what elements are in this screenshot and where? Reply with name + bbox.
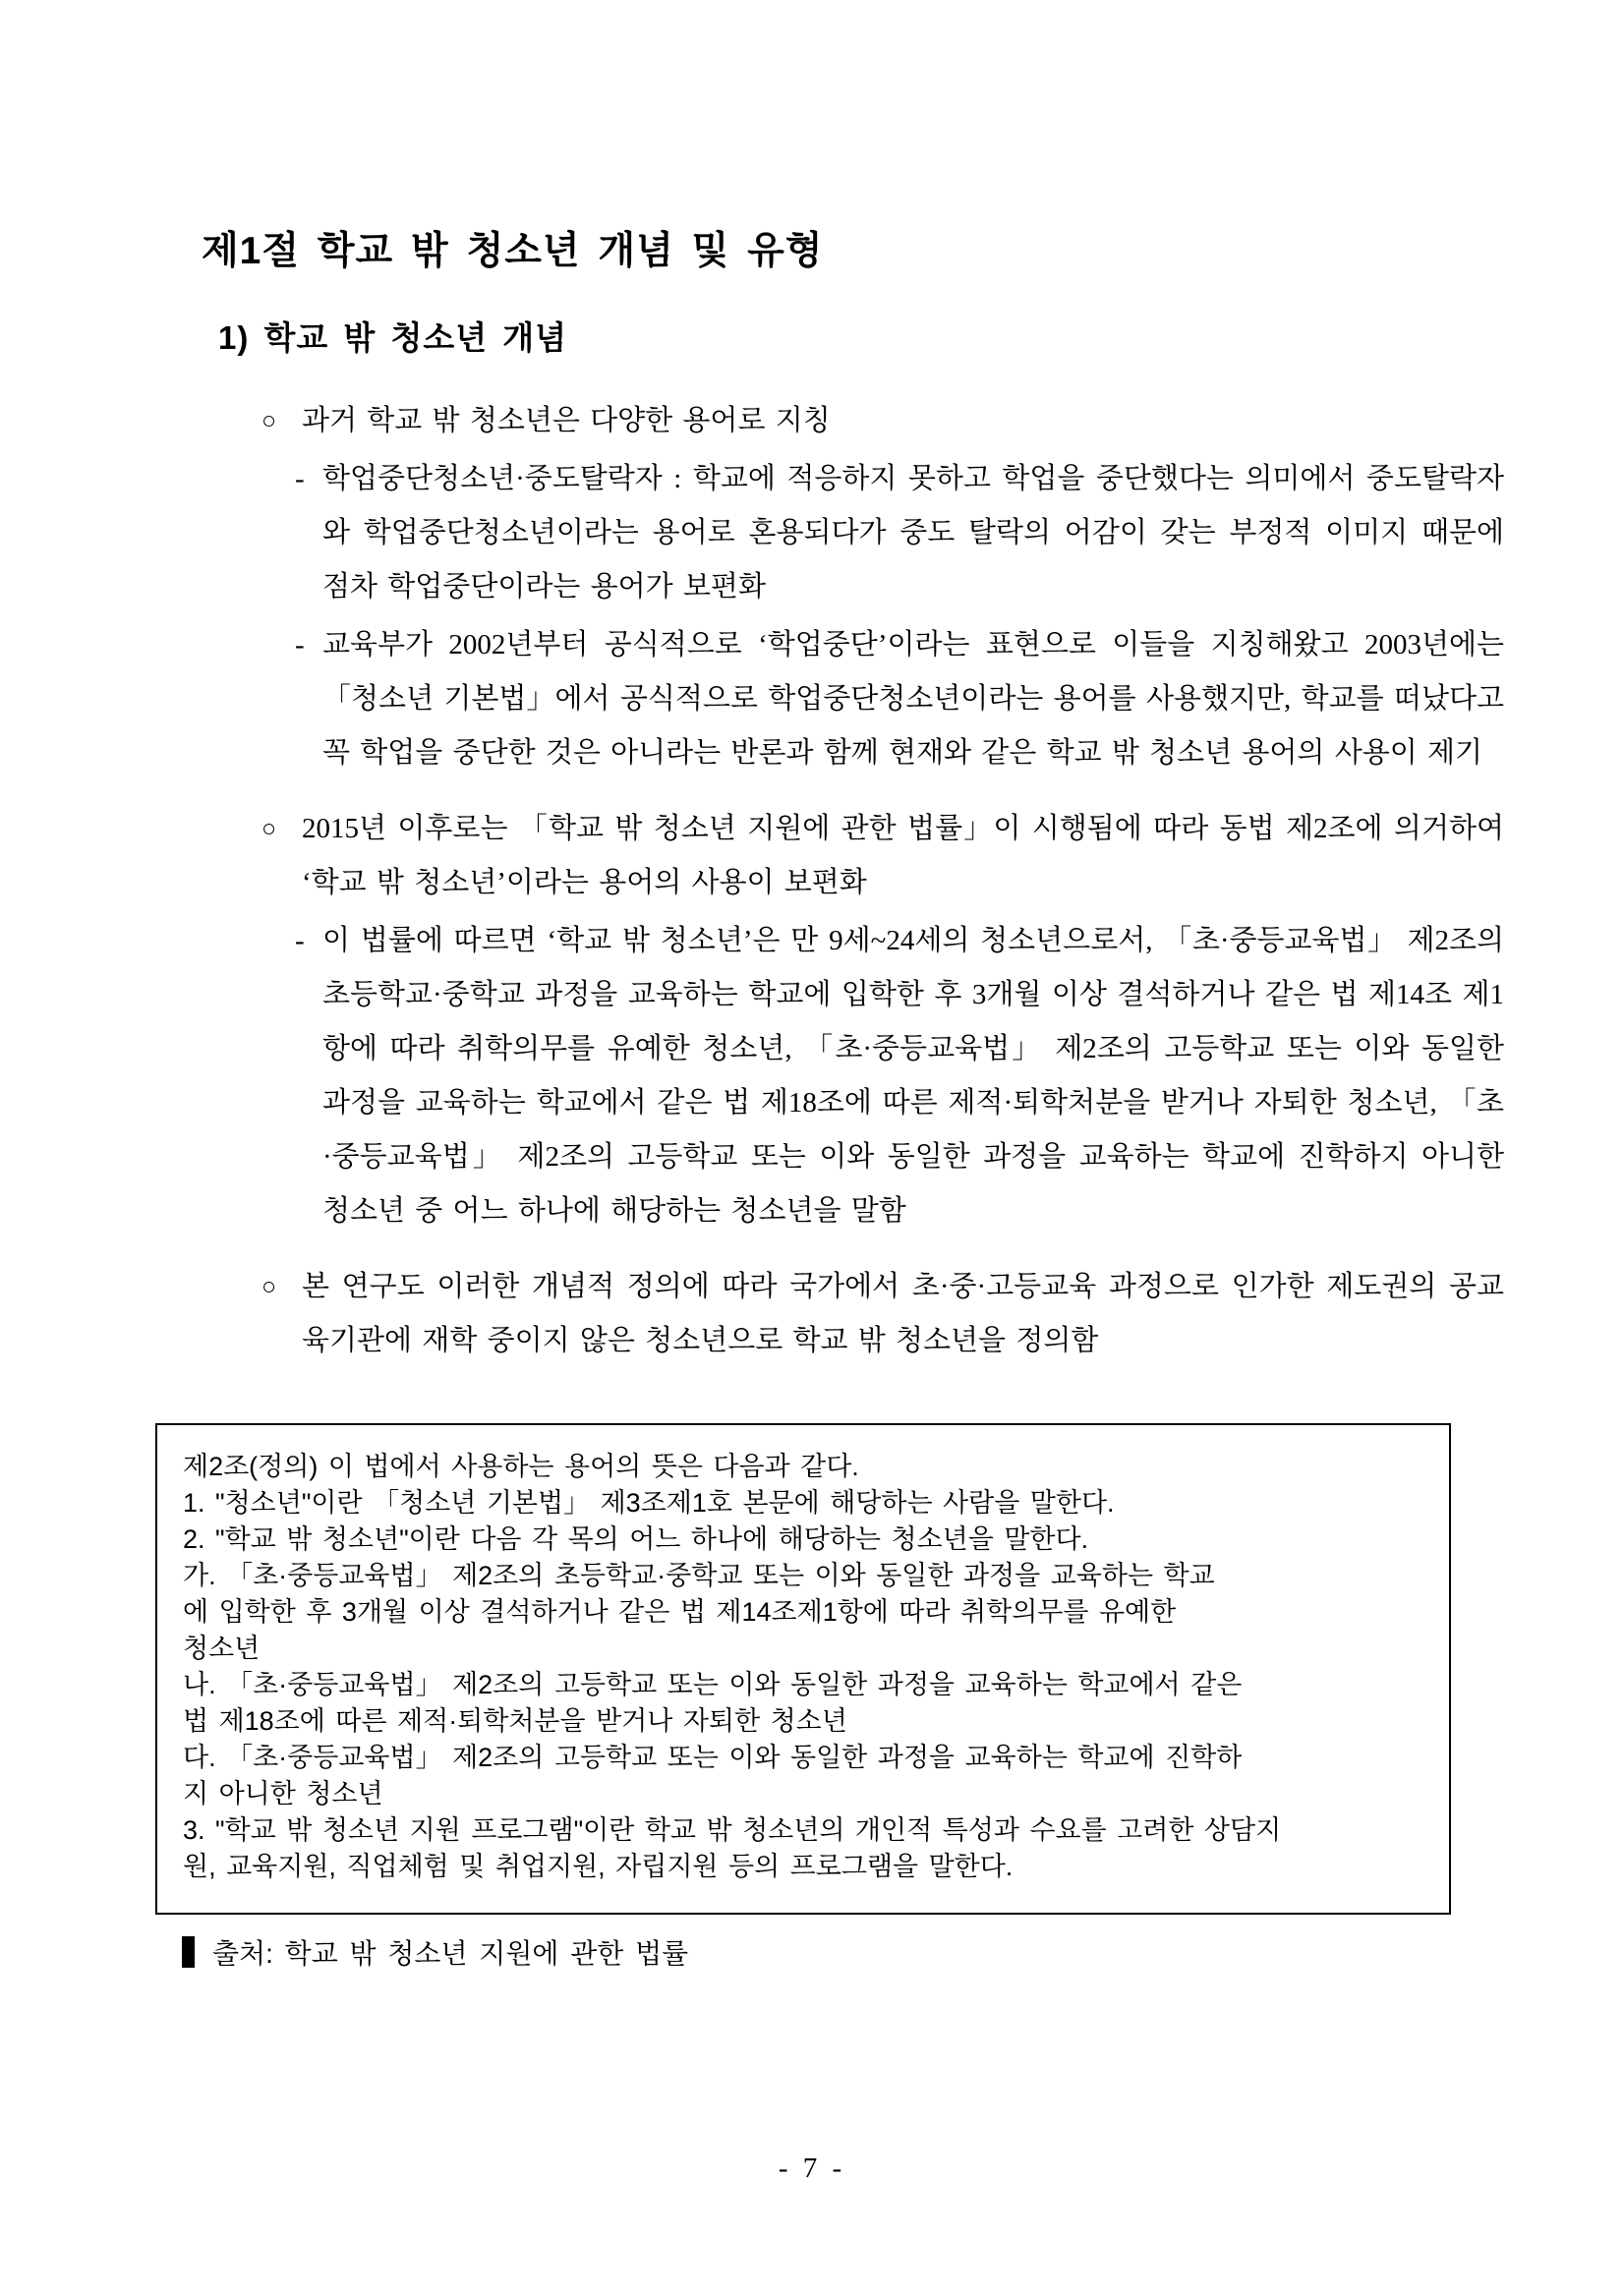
page-number: - 7 - — [778, 2152, 846, 2184]
sub-bullet-item — [295, 618, 1504, 780]
law-box-line: 다. 「초·중등교육법」 제2조의 고등학교 또는 이와 동일한 과정을 교육하는 학교에 진학하 — [183, 1743, 1243, 1773]
law-box-line: 지 아니한 청소년 — [183, 1779, 383, 1809]
dash-bullet-icon: - — [295, 629, 305, 661]
body-content — [0, 394, 1504, 1368]
sub-bullet-item — [295, 914, 1504, 1238]
bullet-item — [261, 1260, 1504, 1368]
source-note-text: 출처: 학교 밖 청소년 지원에 관한 법률 — [212, 1938, 689, 1970]
law-box-line: 나. 「초·중등교육법」 제2조의 고등학교 또는 이와 동일한 과정을 교육하는 학교에서 같은 — [183, 1670, 1243, 1700]
sub-bullet-text: 이 법률에 따르면 ‘학교 밖 청소년’은 만 9세~24세의 청소년으로서, 「초·중등교육법」 제2조의 초등학교·중학교 과정을 교육하는 학교에 입학한 후 3개월 이상 결석하거나 같은 법 제14조 제1항에 따라 취학의무를 유예한 청소년, 「초·중등교육법」 제2조의 고등학교 또는 이와 동일한 과정을 교육하는 학교에서 같은 법 제18조에 따른 제적·퇴학처분을 받거나 자퇴한 청소년, 「초·중등교육법」 제2조의 고등학교 또는 이와 동일한 과정을 교육하는 학교에 진학하지 아니한 청소년 중 어느 하나에 해당하는 청소년을 말함 — [322, 925, 1504, 1228]
sub-bullet-text: 학업중단청소년·중도탈락자 : 학교에 적응하지 못하고 학업을 중단했다는 의미에서 중도탈락자와 학업중단청소년이라는 용어로 혼용되다가 중도 탈락의 어감이 갖는 부정적 이미지 때문에 점차 학업중단이라는 용어가 보편화 — [322, 463, 1504, 603]
circle-bullet-icon: ○ — [261, 816, 277, 843]
law-box-line: 2. "학교 밖 청소년"이란 다음 각 목의 어느 하나에 해당하는 청소년을 말한다. — [183, 1524, 1089, 1555]
law-box-line: 제2조(정의) 이 법에서 사용하는 용어의 뜻은 다음과 같다. — [183, 1452, 859, 1482]
law-box-line: 법 제18조에 따른 제적·퇴학처분을 받거나 자퇴한 청소년 — [183, 1706, 847, 1737]
bullet-text: 본 연구도 이러한 개념적 정의에 따라 국가에서 초·중·고등교육 과정으로 인가한 제도권의 공교육기관에 재학 중이지 않은 청소년으로 학교 밖 청소년을 정의함 — [302, 1271, 1504, 1357]
dash-bullet-icon: - — [295, 925, 305, 957]
bullet-text: 2015년 이후로는 「학교 밖 청소년 지원에 관한 법률」이 시행됨에 따라 동법 제2조에 의거하여 ‘학교 밖 청소년’이라는 용어의 사용이 보편화 — [302, 813, 1504, 899]
law-definition-box — [155, 1423, 1451, 1915]
law-box-line: 에 입학한 후 3개월 이상 결석하거나 같은 법 제14조제1항에 따라 취학의무를 유예한 — [183, 1597, 1177, 1628]
source-note — [182, 1932, 1624, 1972]
section-title: 제1절 학교 밖 청소년 개념 및 유형 — [202, 230, 824, 272]
law-box-line: 청소년 — [183, 1634, 261, 1664]
law-box-line: 1. "청소년"이란 「청소년 기본법」 제3조제1호 본문에 해당하는 사람을 말한다. — [183, 1488, 1115, 1519]
law-box-line: 가. 「초·중등교육법」 제2조의 초등학교·중학교 또는 이와 동일한 과정을 교육하는 학교 — [183, 1561, 1215, 1591]
dash-bullet-icon: - — [295, 463, 305, 495]
sub-bullet-text: 교육부가 2002년부터 공식적으로 ‘학업중단’이라는 표현으로 이들을 지칭해왔고 2003년에는 「청소년 기본법」에서 공식적으로 학업중단청소년이라는 용어를 사용했지만, 학교를 떠났다고 꼭 학업을 중단한 것은 아니라는 반론과 함께 현재와 같은 학교 밖 청소년 용어의 사용이 제기 — [322, 629, 1504, 770]
source-bar-icon — [182, 1936, 195, 1968]
bullet-item — [261, 802, 1504, 910]
subsection-title: 1) 학교 밖 청소년 개념 — [218, 318, 568, 356]
sub-bullet-item — [295, 452, 1504, 614]
circle-bullet-icon: ○ — [261, 408, 277, 435]
bullet-text: 과거 학교 밖 청소년은 다양한 용어로 지칭 — [302, 405, 831, 437]
law-box-line: 3. "학교 밖 청소년 지원 프로그램"이란 학교 밖 청소년의 개인적 특성과 수요를 고려한 상담지 — [183, 1815, 1282, 1846]
law-box-line: 원, 교육지원, 직업체험 및 취업지원, 자립지원 등의 프로그램을 말한다. — [183, 1852, 1014, 1882]
circle-bullet-icon: ○ — [261, 1274, 277, 1301]
bullet-item — [261, 394, 1504, 448]
